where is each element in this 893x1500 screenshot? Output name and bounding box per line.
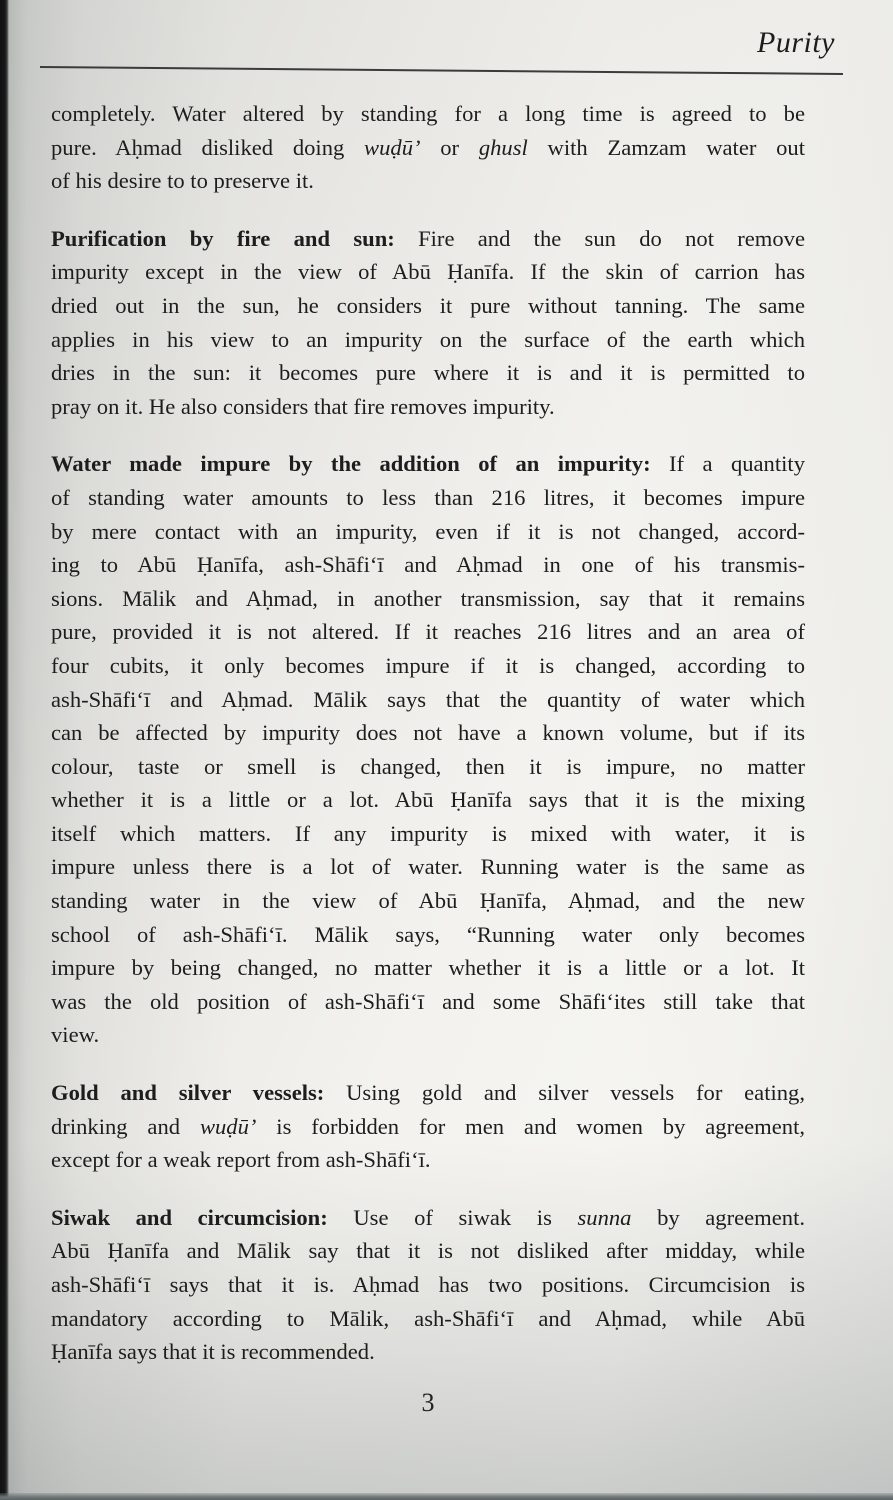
text-line [51,1335,805,1369]
text-segment: or [420,134,479,160]
text-segment: impure by being changed, no matter whether it is a little or a lot. It [51,955,805,981]
text-segment: drinking and [51,1113,200,1139]
text-line [51,1110,805,1144]
running-header-title: Purity [757,26,835,59]
text-line [51,164,805,198]
text-segment: colour, taste or smell is changed, then it is impure, no matter [51,753,805,779]
page-number: 3 [421,1388,435,1417]
text-line [51,255,805,289]
text-line [51,1234,805,1268]
text-line [51,1143,805,1177]
paragraph [51,1076,805,1177]
text-line [51,222,805,256]
paragraph-lead: Gold and silver vessels: [51,1080,325,1106]
text-segment: sions. Mālik and Aḥmad, in another transmission, say that it remains [51,585,805,611]
text-segment: Use of siwak is [327,1204,578,1230]
paragraph-lead: Purification by fire and sun: [51,225,395,251]
italic-term: wuḍū’ [199,1113,257,1139]
text-segment: school of ash-Shāfi‘ī. Mālik says, “Running water only becomes [51,921,805,947]
text-segment: is forbidden for men and women by agreement, [256,1113,805,1139]
text-line [51,716,805,750]
text-segment: applies in his view to an impurity on the surface of the earth which [51,326,805,352]
paragraph-lead: Siwak and circumcision: [51,1204,328,1230]
text-line [51,817,805,851]
text-segment: impurity except in the view of Abū Ḥanīfa. If the skin of carrion has [51,259,805,285]
text-segment: dried out in the sun, he considers it pure without tanning. The same [51,292,805,318]
italic-term: ghusl [478,134,528,160]
paragraph [51,447,805,1052]
text-segment: except for a weak report from ash-Shāfi‘ī. [51,1147,431,1173]
paragraph-lead: Water made impure by the addition of an impurity: [51,451,651,477]
text-segment: of his desire to to preserve it. [51,168,314,194]
text-line [51,1302,805,1336]
text-segment: view. [51,1022,100,1048]
text-line [51,750,805,784]
text-line [51,289,805,323]
text-line [51,918,805,952]
text-line [51,1076,805,1110]
text-segment: ash-Shāfi‘ī says that it is. Aḥmad has two positions. Circumcision is [51,1272,805,1297]
paragraph [51,97,805,198]
text-segment: standing water in the view of Abū Ḥanīfa, Aḥmad, and the new [51,888,805,914]
text-segment: If a quantity [650,451,805,477]
text-line [51,481,805,515]
text-segment: ash-Shāfi‘ī and Aḥmad. Mālik says that the quantity of water which [51,686,805,712]
text-line [51,649,805,683]
text-line [51,884,805,918]
text-line [51,131,805,165]
page-body [51,97,805,1369]
text-line [51,582,805,616]
paragraph [51,222,805,424]
text-segment: by agreement. [631,1204,805,1230]
text-line [51,850,805,884]
text-segment: pray on it. He also considers that fire removes impurity. [51,393,555,419]
text-segment: pure, provided it is not altered. If it reaches 216 litres and an area of [51,619,805,645]
text-line [51,323,805,357]
text-segment: of standing water amounts to less than 216 litres, it becomes impure [51,484,805,510]
text-segment: pure. Aḥmad disliked doing [51,134,365,160]
text-segment: Ḥanīfa says that it is recommended. [51,1339,375,1365]
text-line [51,515,805,549]
text-line [51,615,805,649]
text-segment: with Zamzam water out [527,134,806,160]
text-line [51,683,805,717]
text-line [51,1018,805,1052]
text-segment: was the old position of ash-Shāfi‘ī and some Shāfi‘ites still take that [51,988,805,1014]
text-segment: can be affected by impurity does not have a known volume, but if its [51,720,805,746]
text-segment: Fire and the sun do not remove [394,225,805,251]
text-line [51,97,805,131]
text-segment: mandatory according to Mālik, ash-Shāfi‘ī and Aḥmad, while Abū [51,1305,805,1331]
text-segment: completely. Water altered by standing for a long time is agreed to be [51,101,805,126]
text-segment: dries in the sun: it becomes pure where it is and it is permitted to [51,360,805,386]
page-bottom-edge [0,1493,893,1500]
text-line [51,447,805,481]
text-line [51,783,805,817]
running-header [757,26,835,60]
text-segment: Using gold and silver vessels for eating, [324,1080,805,1106]
header-rule [40,66,843,75]
text-line [51,1268,805,1302]
italic-term: sunna [577,1204,632,1230]
text-segment: by mere contact with an impurity, even if it is not changed, accord- [51,518,805,544]
text-segment: four cubits, it only becomes impure if it is changed, according to [51,652,805,678]
text-segment: itself which matters. If any impurity is mixed with water, it is [51,820,805,846]
text-segment: ing to Abū Ḥanīfa, ash-Shāfi‘ī and Aḥmad in one of his transmis- [51,552,805,578]
text-line [51,985,805,1019]
text-line [51,548,805,582]
text-line [51,951,805,985]
text-segment: Abū Ḥanīfa and Mālik say that it is not disliked after midday, while [51,1238,805,1264]
text-segment: impure unless there is a lot of water. Running water is the same as [51,854,805,880]
italic-term: wuḍū’ [364,134,421,160]
paragraph [51,1201,805,1369]
text-line [51,390,805,424]
text-line [51,356,805,390]
text-line [51,1201,805,1235]
text-segment: whether it is a little or a lot. Abū Ḥanīfa says that it is the mixing [51,787,805,813]
book-edge-left [0,0,9,1500]
